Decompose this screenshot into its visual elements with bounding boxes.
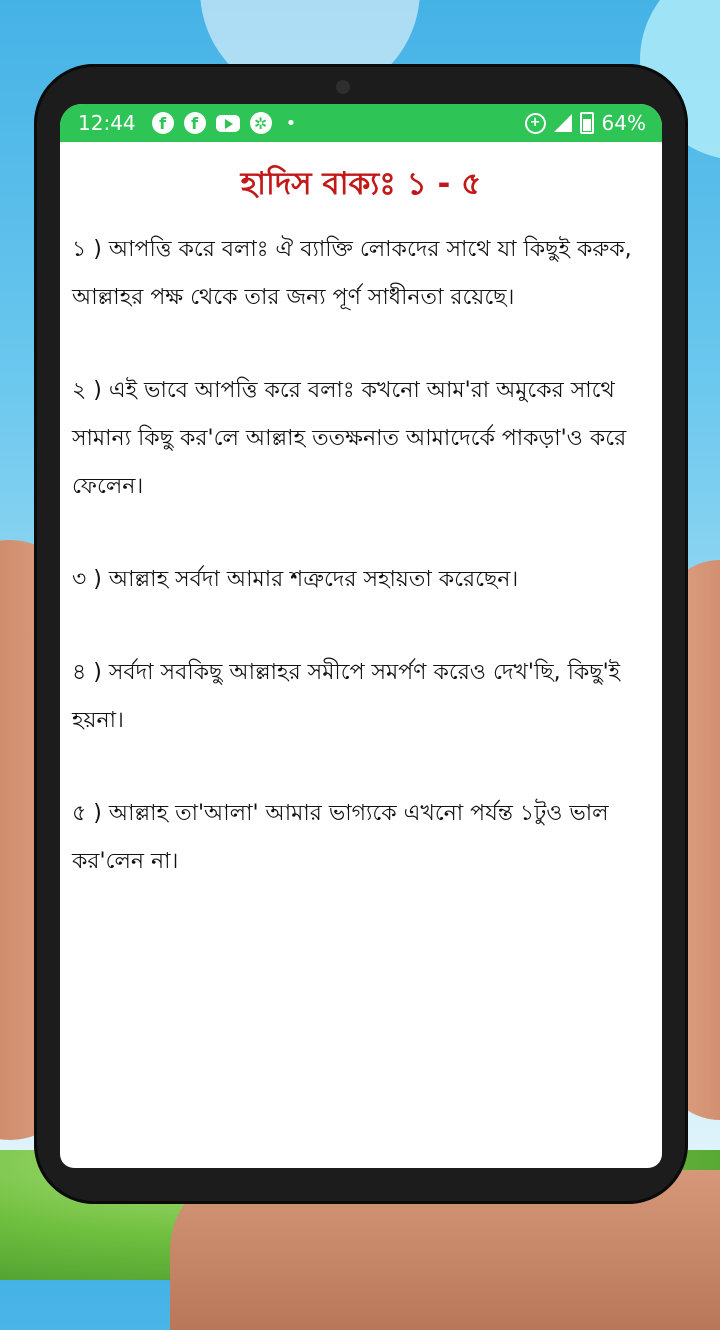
signal-icon xyxy=(554,114,572,132)
page-title: হাদিস বাক্যঃ ১ - ৫ xyxy=(240,166,482,202)
status-bar xyxy=(60,104,662,142)
hadith-list xyxy=(60,226,662,886)
battery-percent: 64% xyxy=(601,111,646,135)
front-camera xyxy=(336,80,350,94)
phone-screen xyxy=(60,104,662,1168)
hadith-item: ৫ ) আল্লাহ তা'আলা' আমার ভাগ্যকে এখনো পর্যন্ত ১টুও ভাল কর'লেন না। xyxy=(72,801,609,874)
hadith-item: ৪ ) সর্বদা সবকিছু আল্লাহর সমীপে সমর্পণ করেও দেখ'ছি, কিছু'ই হয়না। xyxy=(72,660,621,733)
youtube-icon xyxy=(216,115,240,132)
status-right xyxy=(525,111,662,135)
status-time: 12:44 xyxy=(78,111,136,135)
hadith-item: ২ ) এই ভাবে আপত্তি করে বলাঃ কখনো আম'রা অমুকের সাথে সামান্য কিছু কর'লে আল্লাহ ততক্ষনাত আমাদের্কে পাকড়া'ও করে ফেলেন। xyxy=(72,378,627,499)
status-left xyxy=(60,111,296,135)
hadith-item: ১ ) আপত্তি করে বলাঃ ঐ ব্যাক্তি লোকদের সাথে যা কিছুই করুক, আল্লাহর পক্ষ থেকে তার জন্য পূর্ণ সাধীনতা রয়েছে। xyxy=(72,237,632,310)
phone-frame xyxy=(34,64,688,1204)
battery-icon xyxy=(580,112,594,134)
facebook-icon: f xyxy=(184,112,206,134)
more-notifications-dot: • xyxy=(285,112,297,134)
hadith-item: ৩ ) আল্লাহ সর্বদা আমার শত্রুদের সহায়তা করেছেন। xyxy=(72,567,519,592)
camera-aperture-icon: ✲ xyxy=(250,112,272,134)
facebook-icon: f xyxy=(152,112,174,134)
content-area xyxy=(60,142,662,931)
data-saver-icon: + xyxy=(525,113,546,134)
